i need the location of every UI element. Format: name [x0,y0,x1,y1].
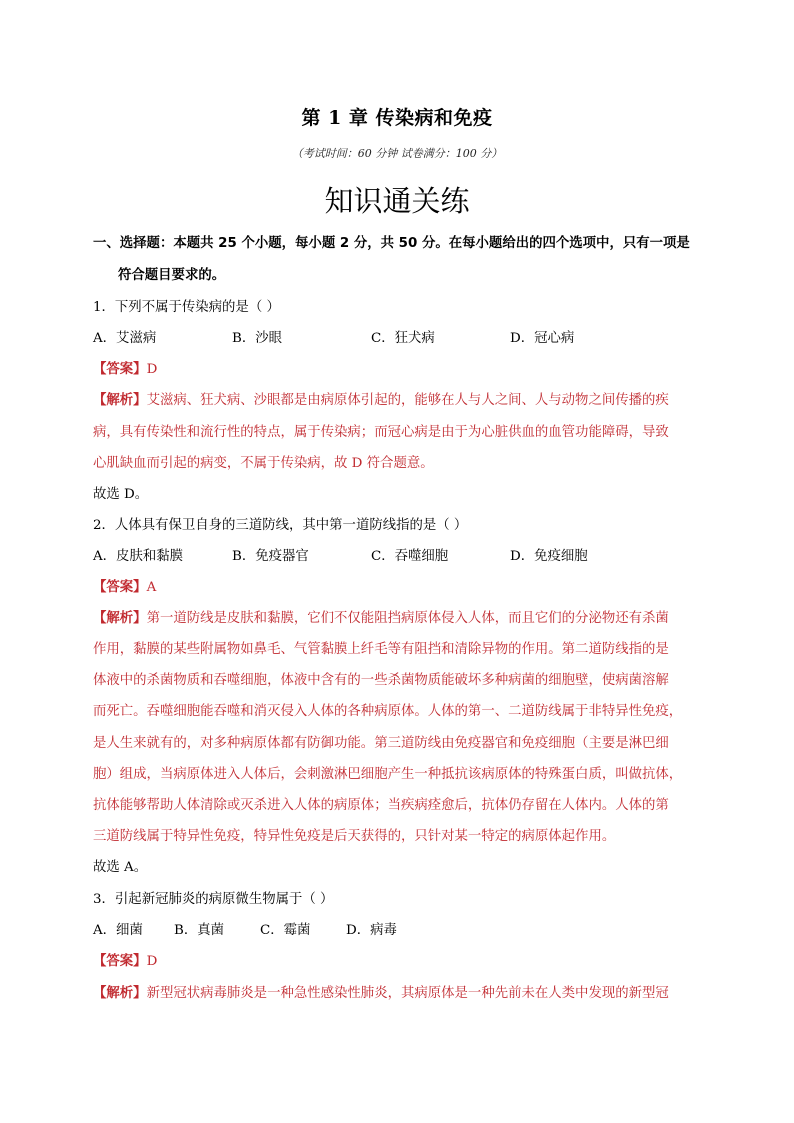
q2-option-c: C．吞噬细胞 [371,549,449,564]
q2-answer [93,578,156,598]
answer-label: 【答案】 [93,954,147,969]
section-instruction: 一、选择题：本题共 25 个小题，每小题 2 分，共 50 分。在每小题给出的四个选项中，只有一项是 [93,236,690,251]
analysis-label: 【解析】 [93,986,147,1001]
q2-option-d: D．免疫细胞 [510,549,588,564]
exam-info: （考试时间：60 分钟 试卷满分：100 分） [291,147,503,160]
q2-analysis-line: 第一道防线是皮肤和黏膜，它们不仅能阻挡病原体侵入人体，而且它们的分泌物还有杀菌 [146,611,669,626]
q2-option-a: A．皮肤和黏膜 [93,549,184,564]
question-3-stem: 3．引起新冠肺炎的病原微生物属于（ ） [93,892,334,907]
q1-conclusion: 故选 D。 [93,487,149,502]
q3-answer-value: D [146,954,158,969]
chapter-title: 第 1 章 传染病和免疫 [301,107,493,129]
answer-label: 【答案】 [93,580,147,595]
q1-option-c: C．狂犬病 [371,331,435,346]
q3-analysis [93,984,669,1004]
answer-label: 【答案】 [93,362,147,377]
q2-analysis-line: 而死亡。吞噬细胞能吞噬和消灭侵入人体的各种病原体。人体的第一、二道防线属于非特异性免疫， [93,704,683,719]
q2-option-b: B．免疫器官 [232,549,309,564]
q1-option-a: A．艾滋病 [93,331,157,346]
q1-analysis-line: 心肌缺血而引起的病变，不属于传染病，故 D 符合题意。 [93,456,434,471]
section-instruction-cont: 符合题目要求的。 [118,268,226,283]
q1-answer [93,360,157,380]
section-heading: 知识通关练 [324,184,470,218]
q3-answer [93,952,157,972]
q2-analysis [93,609,669,629]
q3-option-a: A．细菌 [93,923,143,938]
q1-analysis-line: 病，具有传染性和流行性的特点，属于传染病；而冠心病是由于为心脏供血的血管功能障碍，导致 [93,425,669,440]
q3-option-d: D．病毒 [346,923,397,938]
q3-option-c: C．霉菌 [260,923,311,938]
q2-analysis-line: 是人生来就有的，对多种病原体都有防御功能。第三道防线由免疫器官和免疫细胞（主要是淋巴细 [93,736,669,751]
q3-analysis-line: 新型冠状病毒肺炎是一种急性感染性肺炎，其病原体是一种先前未在人类中发现的新型冠 [146,986,669,1001]
q2-analysis-line: 胞）组成，当病原体进入人体后，会刺激淋巴细胞产生一种抵抗该病原体的特殊蛋白质，叫做抗体， [93,767,683,782]
analysis-label: 【解析】 [93,611,147,626]
analysis-label: 【解析】 [93,393,147,408]
q1-analysis [93,391,669,411]
q1-option-b: B．沙眼 [232,331,283,346]
q2-analysis-line: 体液中的杀菌物质和吞噬细胞，体液中含有的一些杀菌物质能破坏多种病菌的细胞壁，使病菌溶解 [93,673,669,688]
q2-analysis-line: 抗体能够帮助人体清除或灭杀进入人体的病原体；当疾病痊愈后，抗体仍存留在人体内。人体的第 [93,798,669,813]
q2-answer-value: A [146,580,157,595]
q2-conclusion: 故选 A。 [93,860,148,875]
q1-answer-value: D [146,362,158,377]
q2-analysis-line: 作用，黏膜的某些附属物如鼻毛、气管黏膜上纤毛等有阻挡和清除异物的作用。第二道防线指的是 [93,642,669,657]
q3-option-b: B．真菌 [174,923,225,938]
q1-analysis-line: 艾滋病、狂犬病、沙眼都是由病原体引起的，能够在人与人之间、人与动物之间传播的疾 [146,393,669,408]
q1-option-d: D．冠心病 [510,331,575,346]
question-2-stem: 2．人体具有保卫自身的三道防线，其中第一道防线指的是（ ） [93,518,468,533]
question-1-stem: 1．下列不属于传染病的是（ ） [93,300,280,315]
q2-analysis-line: 三道防线属于特异性免疫，特异性免疫是后天获得的，只针对某一特定的病原体起作用。 [93,829,616,844]
